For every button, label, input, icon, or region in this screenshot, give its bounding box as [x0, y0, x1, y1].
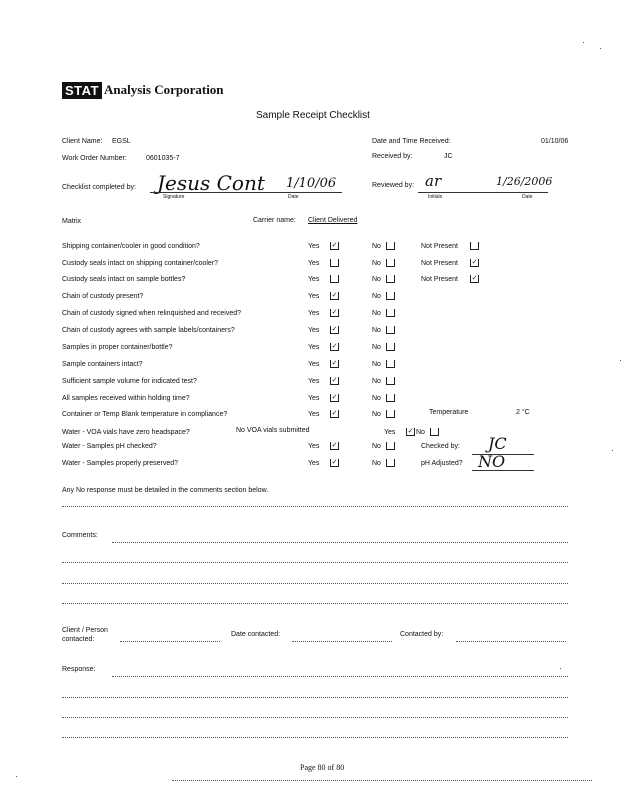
yes-label: Yes [308, 344, 320, 351]
no-label: No [372, 310, 381, 317]
date-time-received-label: Date and Time Received: [372, 138, 451, 145]
yes-checkbox[interactable] [330, 275, 339, 283]
yes-checkbox[interactable]: ✓ [331, 326, 338, 333]
no-label: No [372, 276, 381, 283]
not-present-checkbox[interactable] [470, 242, 479, 250]
no-checkbox[interactable] [386, 459, 395, 467]
no-voa-label: No VOA vials submitted [236, 427, 310, 434]
yes-label: Yes [384, 429, 396, 436]
checklist-question: Custody seals intact on shipping container/cooler? [62, 260, 219, 267]
checklist-date: 1/10/06 [286, 176, 337, 191]
yes-checkbox[interactable]: ✓ [331, 410, 338, 417]
checklist-question: Sufficient sample volume for indicated test? [62, 378, 197, 385]
no-checkbox[interactable] [386, 275, 395, 283]
any-no-note: Any No response must be detailed in the comments section below. [62, 487, 269, 494]
checklist-question: Sample containers intact? [62, 361, 143, 368]
initials-caption: Initials [428, 194, 443, 200]
checklist-question: Custody seals intact on sample bottles? [62, 276, 186, 283]
yes-label: Yes [308, 260, 320, 267]
carrier-value: Client Delivered [308, 217, 358, 224]
not-present-label: Not Present [421, 260, 458, 267]
yes-label: Yes [308, 293, 320, 300]
not-present-checkbox[interactable]: ✓ [471, 259, 478, 266]
yes-checkbox[interactable]: ✓ [331, 394, 338, 401]
checklist-question: Water - VOA vials have zero headspace? [62, 429, 190, 436]
no-label: No [372, 395, 381, 402]
client-person-label-1: Client / Person [62, 627, 108, 634]
date-time-received-value: 01/10/06 [541, 138, 569, 145]
no-checkbox[interactable] [386, 377, 395, 385]
no-checkbox[interactable] [386, 292, 395, 300]
not-present-label: Not Present [421, 276, 458, 283]
yes-checkbox[interactable] [330, 259, 339, 267]
received-by-label: Received by: [372, 153, 413, 160]
yes-checkbox[interactable]: ✓ [331, 459, 338, 466]
yes-label: Yes [308, 378, 320, 385]
checklist-question: Samples in proper container/bottle? [62, 344, 173, 351]
company-logo: STAT [62, 82, 102, 99]
no-label: No [372, 344, 381, 351]
checklist-question: Chain of custody agrees with sample labels/containers? [62, 327, 235, 334]
reviewed-initials: ar [425, 172, 442, 190]
carrier-label: Carrier name: [253, 217, 296, 224]
no-label: No [372, 293, 381, 300]
no-label: No [372, 243, 381, 250]
work-order-label: Work Order Number: [62, 155, 127, 162]
no-checkbox[interactable] [430, 428, 439, 436]
no-checkbox[interactable] [386, 242, 395, 250]
yes-checkbox[interactable]: ✓ [331, 343, 338, 350]
checklist-question: Water - Samples properly preserved? [62, 460, 179, 467]
no-label: No [372, 260, 381, 267]
contacted-by-label: Contacted by: [400, 631, 444, 638]
yes-label: Yes [308, 443, 320, 450]
company-name: Analysis Corporation [104, 82, 224, 97]
no-checkbox[interactable] [386, 442, 395, 450]
no-checkbox[interactable] [386, 309, 395, 317]
received-by-value: JC [444, 153, 453, 160]
no-label: No [372, 411, 381, 418]
checklist-question: Water - Samples pH checked? [62, 443, 157, 450]
checked-by-value: JC [488, 434, 507, 453]
client-name-value: EGSL [112, 138, 131, 145]
not-present-checkbox[interactable]: ✓ [471, 275, 478, 282]
no-checkbox[interactable] [386, 326, 395, 334]
reviewed-date: 1/26/2006 [496, 175, 553, 188]
yes-label: Yes [308, 460, 320, 467]
no-checkbox[interactable] [386, 259, 395, 267]
yes-label: Yes [308, 276, 320, 283]
reviewed-by-label: Reviewed by: [372, 182, 415, 189]
yes-label: Yes [308, 361, 320, 368]
yes-label: Yes [308, 411, 320, 418]
no-label: No [372, 443, 381, 450]
yes-checkbox[interactable]: ✓ [331, 377, 338, 384]
matrix-label: Matrix [62, 218, 82, 225]
date-caption: Date [288, 194, 299, 200]
no-label: No [372, 460, 381, 467]
yes-checkbox[interactable]: ✓ [331, 292, 338, 299]
no-label: No [372, 361, 381, 368]
temperature-value: 2 °C [516, 409, 530, 416]
yes-checkbox[interactable]: ✓ [331, 309, 338, 316]
no-label: No [416, 429, 425, 436]
yes-checkbox[interactable]: ✓ [331, 442, 338, 449]
date-contacted-label: Date contacted: [231, 631, 281, 638]
checklist-question: Shipping container/cooler in good condition? [62, 243, 200, 250]
comments-label: Comments: [62, 532, 98, 539]
no-checkbox[interactable] [386, 360, 395, 368]
yes-label: Yes [308, 310, 320, 317]
checked-by-label: Checked by: [421, 443, 460, 450]
page-number: Page 80 of 80 [300, 763, 345, 772]
yes-checkbox[interactable]: ✓ [331, 242, 338, 249]
response-label: Response: [62, 666, 96, 673]
ph-adjusted-label: pH Adjusted? [421, 460, 463, 467]
checklist-question: Chain of custody signed when relinquished and received? [62, 310, 242, 317]
checklist-signature: Jesus Cont [157, 171, 265, 195]
yes-label: Yes [308, 395, 320, 402]
checklist-completed-label: Checklist completed by: [62, 184, 136, 191]
checklist-question: All samples received within holding time? [62, 395, 190, 402]
reviewed-date-caption: Date [522, 194, 533, 200]
temperature-label: Temperature [429, 409, 469, 416]
page-title: Sample Receipt Checklist [256, 110, 370, 121]
yes-checkbox[interactable]: ✓ [407, 428, 414, 435]
no-checkbox[interactable] [386, 343, 395, 351]
work-order-value: 0601035-7 [146, 155, 180, 162]
not-present-label: Not Present [421, 243, 458, 250]
client-person-label-2: contacted: [62, 636, 95, 643]
yes-label: Yes [308, 243, 320, 250]
client-name-label: Client Name: [62, 138, 103, 145]
no-label: No [372, 378, 381, 385]
yes-label: Yes [308, 327, 320, 334]
checklist-question: Chain of custody present? [62, 293, 144, 300]
yes-checkbox[interactable]: ✓ [331, 360, 338, 367]
no-label: No [372, 327, 381, 334]
signature-caption: Signature [163, 194, 185, 200]
no-checkbox[interactable] [386, 394, 395, 402]
no-checkbox[interactable] [386, 410, 395, 418]
ph-adjusted-value: NO [478, 452, 506, 471]
checklist-question: Container or Temp Blank temperature in compliance? [62, 411, 228, 418]
